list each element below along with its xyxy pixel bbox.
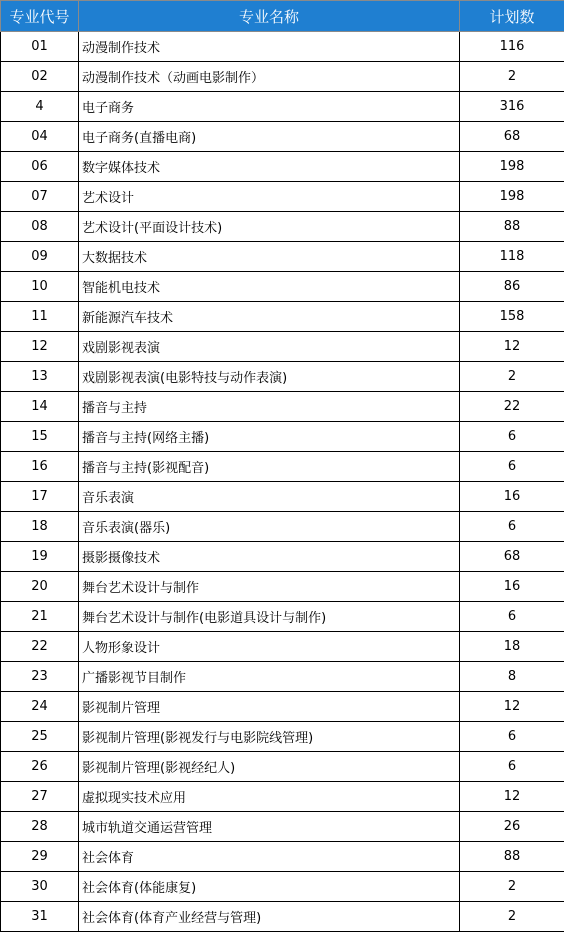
cell-count: 22 — [460, 392, 564, 422]
cell-code: 02 — [1, 62, 79, 92]
cell-code: 13 — [1, 362, 79, 392]
cell-count: 12 — [460, 782, 564, 812]
cell-count: 12 — [460, 332, 564, 362]
cell-count: 2 — [460, 362, 564, 392]
cell-count: 2 — [460, 62, 564, 92]
cell-name: 虚拟现实技术应用 — [79, 782, 460, 812]
cell-code: 17 — [1, 482, 79, 512]
cell-name: 大数据技术 — [79, 242, 460, 272]
cell-code: 16 — [1, 452, 79, 482]
table-row — [1, 272, 564, 302]
cell-name: 影视制片管理(影视经纪人) — [79, 752, 460, 782]
cell-count: 198 — [460, 152, 564, 182]
cell-count: 6 — [460, 422, 564, 452]
cell-code: 24 — [1, 692, 79, 722]
cell-count: 118 — [460, 242, 564, 272]
table-header — [1, 1, 564, 32]
cell-code: 31 — [1, 902, 79, 932]
cell-name: 新能源汽车技术 — [79, 302, 460, 332]
cell-name: 社会体育(体育产业经营与管理) — [79, 902, 460, 932]
table-row — [1, 572, 564, 602]
cell-name: 摄影摄像技术 — [79, 542, 460, 572]
cell-code: 29 — [1, 842, 79, 872]
cell-count: 16 — [460, 482, 564, 512]
cell-count: 12 — [460, 692, 564, 722]
cell-code: 11 — [1, 302, 79, 332]
table-row — [1, 92, 564, 122]
table-row — [1, 62, 564, 92]
cell-code: 22 — [1, 632, 79, 662]
table-row — [1, 302, 564, 332]
cell-code: 21 — [1, 602, 79, 632]
cell-name: 播音与主持 — [79, 392, 460, 422]
cell-name: 社会体育(体能康复) — [79, 872, 460, 902]
header-row — [1, 1, 564, 32]
cell-count: 2 — [460, 902, 564, 932]
cell-count: 116 — [460, 32, 564, 62]
cell-code: 18 — [1, 512, 79, 542]
cell-code: 07 — [1, 182, 79, 212]
cell-code: 10 — [1, 272, 79, 302]
cell-count: 158 — [460, 302, 564, 332]
table-row — [1, 392, 564, 422]
cell-name: 播音与主持(影视配音) — [79, 452, 460, 482]
table-row — [1, 752, 564, 782]
cell-name: 数字媒体技术 — [79, 152, 460, 182]
cell-code: 01 — [1, 32, 79, 62]
cell-count: 6 — [460, 512, 564, 542]
cell-count: 16 — [460, 572, 564, 602]
table-row — [1, 512, 564, 542]
cell-name: 播音与主持(网络主播) — [79, 422, 460, 452]
cell-code: 28 — [1, 812, 79, 842]
cell-code: 19 — [1, 542, 79, 572]
cell-name: 艺术设计 — [79, 182, 460, 212]
cell-count: 8 — [460, 662, 564, 692]
cell-code: 14 — [1, 392, 79, 422]
cell-count: 18 — [460, 632, 564, 662]
cell-code: 26 — [1, 752, 79, 782]
table-row — [1, 812, 564, 842]
cell-name: 电子商务(直播电商) — [79, 122, 460, 152]
table-row — [1, 872, 564, 902]
table-row — [1, 152, 564, 182]
table-row — [1, 362, 564, 392]
cell-code: 08 — [1, 212, 79, 242]
cell-code: 06 — [1, 152, 79, 182]
table-row — [1, 452, 564, 482]
table-row — [1, 722, 564, 752]
cell-name: 戏剧影视表演 — [79, 332, 460, 362]
cell-code: 23 — [1, 662, 79, 692]
table-row — [1, 122, 564, 152]
table-row — [1, 182, 564, 212]
cell-code: 30 — [1, 872, 79, 902]
cell-name: 音乐表演(器乐) — [79, 512, 460, 542]
table-row — [1, 692, 564, 722]
table-row — [1, 632, 564, 662]
table-row — [1, 32, 564, 62]
header-name: 专业名称 — [79, 1, 460, 32]
cell-name: 影视制片管理 — [79, 692, 460, 722]
cell-name: 城市轨道交通运营管理 — [79, 812, 460, 842]
cell-count: 68 — [460, 122, 564, 152]
cell-name: 影视制片管理(影视发行与电影院线管理) — [79, 722, 460, 752]
table-row — [1, 542, 564, 572]
cell-name: 动漫制作技术 — [79, 32, 460, 62]
cell-count: 86 — [460, 272, 564, 302]
table-row — [1, 602, 564, 632]
cell-name: 电子商务 — [79, 92, 460, 122]
table-body — [1, 32, 564, 932]
table-row — [1, 782, 564, 812]
table-row — [1, 332, 564, 362]
cell-name: 动漫制作技术（动画电影制作） — [79, 62, 460, 92]
cell-code: 4 — [1, 92, 79, 122]
cell-name: 广播影视节目制作 — [79, 662, 460, 692]
cell-count: 2 — [460, 872, 564, 902]
cell-name: 舞台艺术设计与制作(电影道具设计与制作) — [79, 602, 460, 632]
cell-name: 音乐表演 — [79, 482, 460, 512]
table-row — [1, 842, 564, 872]
cell-code: 27 — [1, 782, 79, 812]
cell-code: 15 — [1, 422, 79, 452]
cell-name: 艺术设计(平面设计技术) — [79, 212, 460, 242]
cell-name: 戏剧影视表演(电影特技与动作表演) — [79, 362, 460, 392]
table-row — [1, 212, 564, 242]
cell-count: 198 — [460, 182, 564, 212]
cell-name: 舞台艺术设计与制作 — [79, 572, 460, 602]
cell-count: 6 — [460, 602, 564, 632]
table-row — [1, 662, 564, 692]
cell-count: 26 — [460, 812, 564, 842]
table-row — [1, 242, 564, 272]
cell-code: 09 — [1, 242, 79, 272]
cell-count: 6 — [460, 452, 564, 482]
table-row — [1, 422, 564, 452]
cell-code: 20 — [1, 572, 79, 602]
cell-count: 88 — [460, 842, 564, 872]
cell-count: 68 — [460, 542, 564, 572]
cell-count: 6 — [460, 722, 564, 752]
cell-code: 12 — [1, 332, 79, 362]
cell-count: 88 — [460, 212, 564, 242]
header-count: 计划数 — [460, 1, 564, 32]
cell-name: 社会体育 — [79, 842, 460, 872]
table-row — [1, 482, 564, 512]
cell-code: 25 — [1, 722, 79, 752]
cell-count: 316 — [460, 92, 564, 122]
cell-code: 04 — [1, 122, 79, 152]
header-code: 专业代号 — [1, 1, 79, 32]
cell-name: 人物形象设计 — [79, 632, 460, 662]
cell-name: 智能机电技术 — [79, 272, 460, 302]
cell-count: 6 — [460, 752, 564, 782]
table-row — [1, 902, 564, 932]
